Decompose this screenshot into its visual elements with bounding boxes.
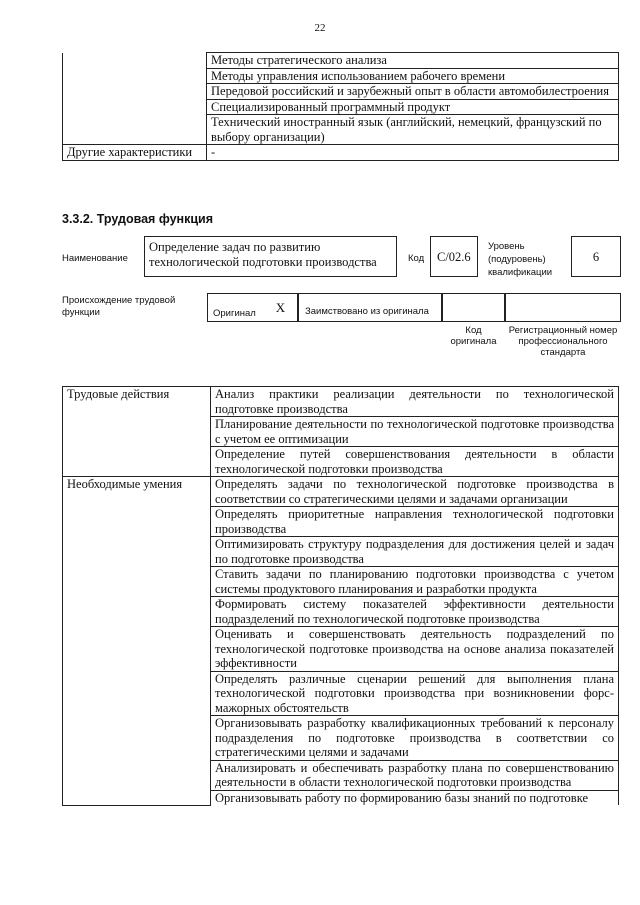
other-characteristics-label: Другие характеристики — [63, 145, 207, 161]
skill-item: Определять приоритетные направления технологической подготовки производства — [211, 507, 619, 537]
name-label: Наименование — [62, 253, 128, 264]
actions-label: Трудовые действия — [63, 387, 211, 477]
origin-label: Происхождение трудовой функции — [62, 295, 176, 318]
level-label: Уровень (подуровень) квалификации — [488, 241, 553, 278]
skill-item: Определять различные сценарии решений для выполнения плана технологической подготовки производства при возникновении форс-мажорных обстоятельств — [211, 671, 619, 716]
skill-item: Организовывать разработку квалификационных требований к персоналу подразделения по подготовке производства в соответствии со стратегическими целями и задачами — [211, 716, 619, 761]
section-heading: 3.3.2. Трудовая функция — [62, 212, 214, 226]
knowledge-item: Технический иностранный язык (английский, немецкий, французский по выбору организации) — [207, 115, 619, 145]
original-mark: X — [264, 293, 298, 322]
action-item: Определение путей совершенствования деятельности в области технологической подготовки производства — [211, 447, 619, 477]
page-number: 22 — [314, 22, 326, 34]
qualification-level: 6 — [571, 236, 621, 277]
other-characteristics-value: - — [207, 145, 619, 161]
knowledge-item: Методы стратегического анализа — [207, 53, 619, 69]
skill-item: Оптимизировать структуру подразделения для достижения целей и задач по подготовке производства — [211, 537, 619, 567]
reg-number-caption: Регистрационный номер профессионального стандарта — [508, 325, 618, 358]
original-cell — [207, 293, 264, 322]
skills-label: Необходимые умения — [63, 477, 211, 806]
original-label: Оригинал — [213, 308, 256, 319]
code-label: Код — [408, 253, 425, 264]
main-table — [62, 386, 619, 806]
skill-item: Определять задачи по технологической подготовке производства в соответствии со стратегическими целями и задачами организации — [211, 477, 619, 507]
borrowed-label: Заимствовано из оригинала — [305, 306, 429, 317]
skill-item: Ставить задачи по планированию подготовки производства с учетом системы продуктового планирования и разработки продукта — [211, 567, 619, 597]
action-item: Анализ практики реализации деятельности по технологической подготовке производства — [211, 387, 619, 417]
skill-item: Формировать систему показателей эффективности деятельности подразделений по технологической подготовке производства — [211, 597, 619, 627]
skill-item: Оценивать и совершенствовать деятельность подразделений по технологической подготовке производства на основе анализа показателей эффективности — [211, 627, 619, 672]
skill-item: Организовывать работу по формированию базы знаний по подготовке — [211, 790, 619, 805]
action-item: Планирование деятельности по технологической подготовке производства с учетом ее оптимизации — [211, 417, 619, 447]
function-code: C/02.6 — [430, 236, 478, 277]
knowledge-item: Специализированный программный продукт — [207, 99, 619, 115]
skill-item: Анализировать и обеспечивать разработку плана по совершенствованию деятельности в области технологической подготовки производства — [211, 760, 619, 790]
borrowed-cell — [298, 293, 442, 322]
knowledge-item: Передовой российский и зарубежный опыт в области автомобилестроения — [207, 84, 619, 100]
knowledge-item: Методы управления использованием рабочего времени — [207, 68, 619, 84]
function-name: Определение задач по развитию технологической подготовки производства — [144, 236, 397, 277]
reg-number-cell — [505, 293, 621, 322]
code-original-caption: Код оригинала — [450, 325, 497, 347]
top-table — [62, 52, 619, 161]
original-code-cell — [442, 293, 505, 322]
